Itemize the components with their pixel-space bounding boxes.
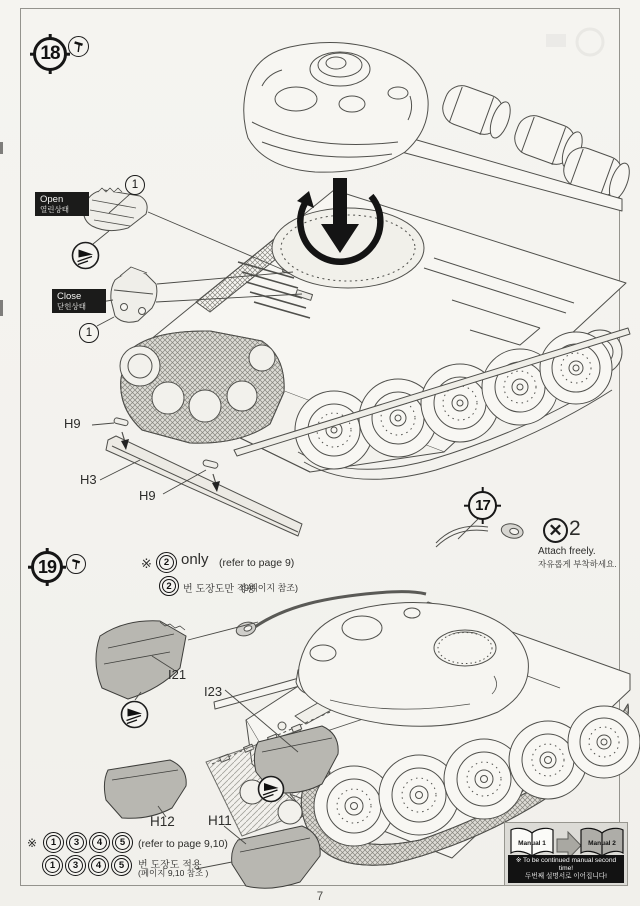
attach-direction-icon [73,243,99,269]
page-number: 7 [316,891,324,903]
mallet-icon [68,36,89,57]
scheme-5-mark: 5 [112,832,133,853]
attach-position-free-icon: ✕ [543,518,568,543]
close-label-en: Close [57,291,82,302]
continuation-line-en: ※ To be continued manual second time! [515,856,617,873]
scheme-3-mark: 3 [65,855,86,876]
step-18-number: 18 [40,43,60,64]
turret-ring [272,208,424,288]
mallet-icon [66,554,86,574]
open-label-ko: 열린상태 [40,205,69,215]
tow-cable-17 [436,519,524,547]
attach-direction-icon [122,702,148,728]
part-label-i23: I23 [204,684,223,699]
quantity: 2 [569,517,581,540]
part-label-h12: H12 [150,814,175,829]
scheme-5-mark: 5 [111,855,132,876]
step-17-number: 17 [475,497,490,514]
scheme-4-mark: 4 [88,855,109,876]
scheme-2-mark: 2 [159,576,179,596]
left-track-18 [120,331,284,443]
turret-19 [214,602,528,726]
close-state-label [52,289,106,313]
step-19-number: 19 [37,556,57,577]
note-mark: ※ [141,556,152,571]
scheme-1-mark: 1 [43,832,64,853]
continuation-text-bar [508,855,624,883]
step-19-badge [31,551,63,583]
attach-direction-icon [259,777,284,802]
bottom-ref-en: (refer to page 9,10) [138,838,228,850]
peg-h9-2 [202,459,218,468]
wheel [568,706,640,778]
part-label-h11: H11 [208,813,232,828]
close-label-ko: 닫힌상태 [57,302,86,312]
step-18-badge [33,37,67,71]
peg-h9-1 [114,417,129,426]
manual-1-label: Manual 1 [518,840,546,847]
scheme-4-mark: 4 [89,832,110,853]
fender-h12 [104,760,186,818]
scheme-3-mark: 3 [66,832,87,853]
bottom-ref-ko: (페이지 9,10 참조 ) [138,868,209,878]
scan-edge-marks [0,142,3,316]
note-ko: 번 도장도만 적용 [183,584,257,595]
note-ref-en: (refer to page 9) [219,557,295,569]
part-label-h9-2: H9 [139,488,156,503]
close-part [111,267,157,322]
top-tank-drawing [79,43,634,536]
paint-scheme-mark: 1 [79,323,99,343]
attach-note-en: Attach freely. [538,546,596,557]
scheme-1-mark: 1 [42,855,63,876]
print-ghost [546,29,603,55]
bottom-note-mark: ※ [27,836,38,850]
note-ref-ko: (9페이지 참조) [241,583,298,593]
bottom-note-ko: 번 도장도 적용 [138,860,202,871]
open-label-en: Open [40,194,64,205]
part-label-h3: H3 [80,472,97,487]
fender-i21 [96,621,186,699]
step-17-badge [468,491,497,520]
continuation-line-ko: 두번째 설명서로 이어집니다! [525,873,607,881]
manual-2-label: Manual 2 [588,840,616,847]
scheme-2-mark: 2 [156,552,177,573]
part-label-i21: I21 [168,667,187,682]
paint-scheme-mark: 1 [125,175,145,195]
part-label-h9: H9 [64,416,81,431]
open-state-label [35,192,89,216]
attach-note-ko: 자유롭게 부착하세요. [538,559,617,569]
note-only: only [181,551,209,568]
manual-continuation-badge [504,822,628,886]
